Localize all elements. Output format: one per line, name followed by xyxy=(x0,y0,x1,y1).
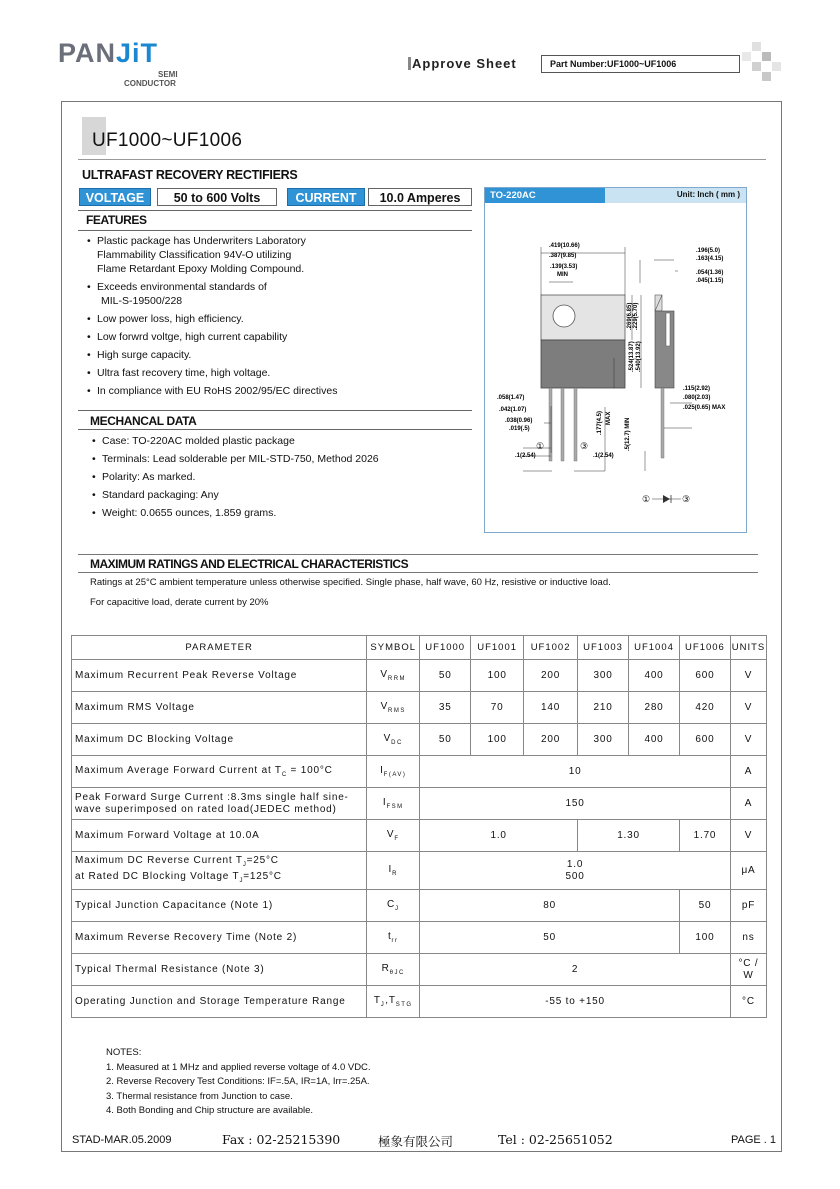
side-view-lead xyxy=(661,388,664,458)
svg-text:③: ③ xyxy=(682,494,691,504)
col-header: UF1002 xyxy=(524,636,578,660)
page-title-text: UF1000~UF1006 xyxy=(92,130,243,151)
lead-3 xyxy=(574,388,577,461)
features-list xyxy=(85,234,475,402)
dim-text: .177(4.5) xyxy=(597,410,603,435)
page-title xyxy=(82,117,260,155)
table-row: Operating Junction and Storage Temperature Range $T_J,T_{STG}$ -55 to +150 °C xyxy=(72,986,767,1018)
feature-item: • Plastic package has Underwriters Laboratory Flammability Classification 94V-O utilizing Flame Retardant Epoxy Molding Compound. xyxy=(85,234,475,276)
dim-text: .1(2.54) xyxy=(593,453,614,459)
dim-text: .196(5.0) xyxy=(696,248,721,254)
side-view-body xyxy=(655,311,674,388)
col-header: SYMBOL xyxy=(367,636,420,660)
note-item: 1. Measured at 1 MHz and applied reverse voltage of 4.0 VDC. xyxy=(106,1061,371,1073)
dim-text: .1(2.54) xyxy=(515,453,536,459)
diode-symbol xyxy=(642,494,690,504)
col-header: UF1001 xyxy=(471,636,524,660)
mechanical-list xyxy=(90,434,480,524)
table-row: Typical Junction Capacitance (Note 1) $C_J$ 80 50 pF xyxy=(72,890,767,922)
feature-item: • Low forwrd voltge, high current capability xyxy=(85,330,475,344)
mechanical-heading: MECHANCAL DATA xyxy=(90,414,197,428)
dim-text: .139(3.53) xyxy=(550,264,578,270)
dim-text: MIN xyxy=(557,272,568,278)
package-unit: Unit: Inch ( mm ) xyxy=(676,190,740,199)
characteristics-table xyxy=(71,635,767,1018)
mechanical-item: • Terminals: Lead solderable per MIL-STD-750, Method 2026 xyxy=(90,452,480,466)
dim-text: .163(4.15) xyxy=(696,256,724,262)
feature-item: • Exceeds environmental standards of MIL-S-19500/228 xyxy=(85,280,475,308)
dim-text: .229(5.70) xyxy=(633,302,639,330)
mounting-hole xyxy=(553,305,575,327)
col-header: UF1003 xyxy=(578,636,629,660)
logo-pan: PAN xyxy=(58,38,117,68)
dim-text: MAX xyxy=(606,411,612,425)
mechanical-item: • Standard packaging: Any xyxy=(90,488,480,502)
svg-text:①: ① xyxy=(642,494,651,504)
lead-1 xyxy=(549,388,552,461)
col-header: UF1006 xyxy=(679,636,730,660)
table-row: Maximum DC Blocking Voltage $V_{DC}$ 50 100 200 300 400 600 V xyxy=(72,724,767,756)
table-row: Maximum Forward Voltage at 10.0A $V_F$ 1.0 1.30 1.70 V xyxy=(72,820,767,852)
voltage-value: 50 to 600 Volts xyxy=(157,188,277,206)
table-header-row xyxy=(72,636,767,660)
footer-company: 極象有限公司 xyxy=(378,1134,454,1149)
package-outline-svg xyxy=(485,203,746,532)
package-name: TO-220AC xyxy=(485,188,605,203)
footer-date: STAD-MAR.05.2009 xyxy=(72,1134,172,1146)
part-number-box: Part Number:UF1000~UF1006 xyxy=(541,55,740,73)
pin3-label: ③ xyxy=(580,441,589,451)
dim-text: .387(9.85) xyxy=(549,253,577,259)
col-header: UNITS xyxy=(730,636,766,660)
mechanical-item: • Weight: 0.0655 ounces, 1.859 grams. xyxy=(90,506,480,520)
note-item: 2. Reverse Recovery Test Conditions: IF=.5A, IR=1A, Irr=.25A. xyxy=(106,1076,370,1087)
dim-text: .038(0.96) xyxy=(505,418,533,424)
mechanical-item: • Polarity: As marked. xyxy=(90,470,480,484)
table-row: Maximum Recurrent Peak Reverse Voltage $V_{RRM}$ 50 100 200 300 400 600 V xyxy=(72,660,767,692)
note-item: 4. Both Bonding and Chip structure are available. xyxy=(106,1105,314,1116)
product-subtitle: ULTRAFAST RECOVERY RECTIFIERS xyxy=(82,168,298,182)
feature-item: • In compliance with EU RoHS 2002/95/EC directives xyxy=(85,384,475,398)
dim-text: .054(1.36) xyxy=(696,270,724,276)
table-row: Maximum RMS Voltage $V_{RMS}$ 35 70 140 210 280 420 V xyxy=(72,692,767,724)
pin1-label: ① xyxy=(536,441,545,451)
footer-tel: Tel : 02-25651052 xyxy=(498,1132,613,1147)
note-item: 3. Thermal resistance from Junction to case. xyxy=(106,1090,293,1102)
logo-conductor: CONDUCTOR xyxy=(124,79,176,88)
feature-item: • Low power loss, high efficiency. xyxy=(85,312,475,326)
dim-text: .058(1.47) xyxy=(497,395,525,401)
header-decoration xyxy=(742,42,782,82)
dim-text: .115(2.92) xyxy=(683,386,711,392)
lead-2 xyxy=(561,388,564,461)
dim-text: .419(10.66) xyxy=(549,243,580,249)
col-header: UF1000 xyxy=(420,636,471,660)
feature-item: • High surge capacity. xyxy=(85,348,475,362)
current-value: 10.0 Amperes xyxy=(368,188,472,206)
notes-heading: NOTES: xyxy=(106,1047,142,1058)
dim-text: .019(.5) xyxy=(509,426,530,432)
dim-text: .042(1.07) xyxy=(499,407,527,413)
dim-text: .080(2.03) xyxy=(683,395,711,401)
col-header: PARAMETER xyxy=(72,636,367,660)
voltage-label: VOLTAGE xyxy=(79,188,151,206)
table-row: Peak Forward Surge Current :8.3ms single half sine- wave superimposed on rated load(JEDEC method) $I_{FSM}$ 150 A xyxy=(72,788,767,820)
package-drawing xyxy=(484,187,747,533)
logo-jit: JiT xyxy=(116,38,159,68)
ratings-note-2: For capacitive load, derate current by 20% xyxy=(90,597,269,608)
package-body xyxy=(541,340,625,388)
panjit-logo xyxy=(58,38,188,90)
feature-item: • Ultra fast recovery time, high voltage. xyxy=(85,366,475,380)
footer-fax: Fax : 02-25215390 xyxy=(222,1132,341,1147)
table-row: Maximum Average Forward Current at $T_C = 100^\circ C$ $I_{F(AV)}$ 10 A xyxy=(72,756,767,788)
table-row: Typical Thermal Resistance (Note 3) $R_{\theta JC}$ 2 °C / W xyxy=(72,954,767,986)
mechanical-item: • Case: TO-220AC molded plastic package xyxy=(90,434,480,448)
ratings-note-1: Ratings at 25°C ambient temperature unless otherwise specified. Single phase, half wave, 60 Hz, resistive or inductive load. xyxy=(90,577,611,588)
col-header: UF1004 xyxy=(629,636,680,660)
current-label: CURRENT xyxy=(287,188,365,206)
features-heading: FEATURES xyxy=(86,213,147,227)
ratings-heading: MAXIMUM RATINGS AND ELECTRICAL CHARACTERISTICS xyxy=(90,557,409,571)
dim-text: .524(13.87) xyxy=(629,341,635,372)
dim-text: .5(12.7) MIN xyxy=(625,417,631,451)
approve-sheet-label: Approve Sheet xyxy=(412,56,517,71)
footer-page: PAGE . 1 xyxy=(731,1134,777,1146)
dim-text: .269(6.85) xyxy=(627,302,633,330)
dim-text: .045(1.15) xyxy=(696,278,724,284)
notes-section xyxy=(106,1046,371,1119)
table-row: Maximum Reverse Recovery Time (Note 2) $t_{rr}$ 50 100 ns xyxy=(72,922,767,954)
table-row: Maximum DC Reverse Current $T_J=25^\circ C$ at Rated DC Blocking Voltage $T_J=125^\circ C$ $I_R$ 1.0 500 μA xyxy=(72,852,767,890)
dim-text: .025(0.65) MAX xyxy=(683,405,726,411)
dim-text: .540(13.92) xyxy=(636,341,642,372)
logo-semi: SEMI xyxy=(158,70,178,79)
